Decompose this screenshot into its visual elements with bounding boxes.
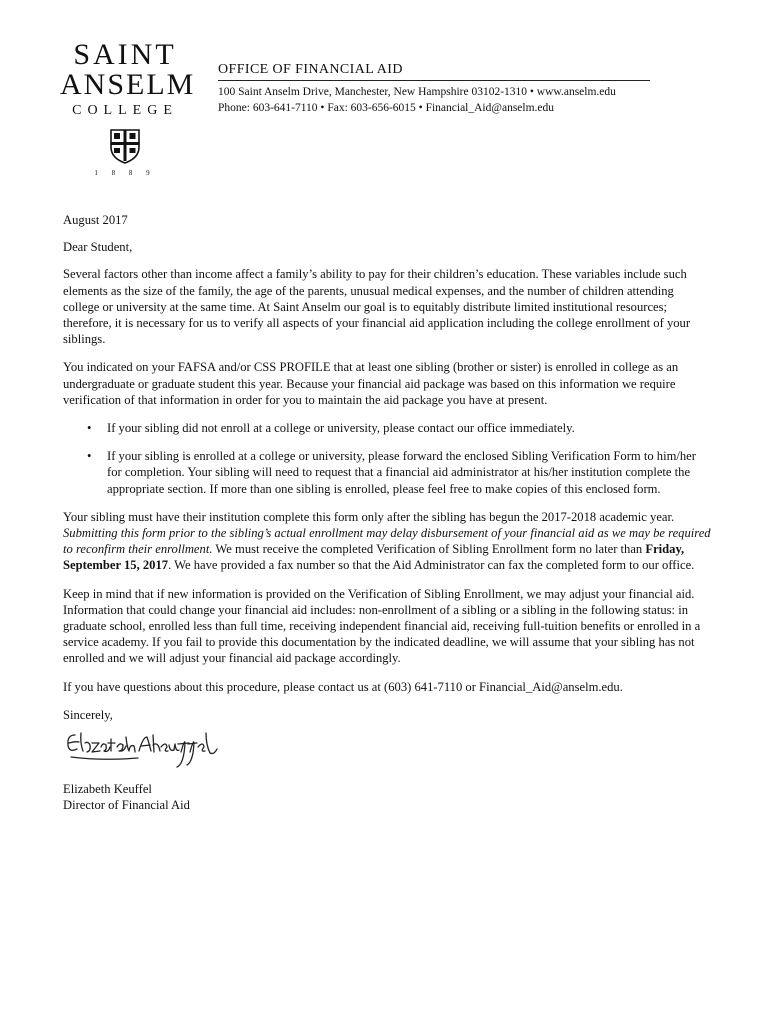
- logo-line-anselm: ANSELM: [60, 68, 196, 101]
- paragraph-fafsa: You indicated on your FAFSA and/or CSS PROFILE that at least one sibling (brother or sister) is enrolled in college as an undergraduate or graduate student this year. Because your financial aid package was based on this information we require verification of that information in order for you to maintain the aid package you have at present.: [63, 360, 679, 407]
- paragraph-adjustments: Keep in mind that if new information is provided on the Verification of Sibling Enrollment, we may adjust your financial aid. Information that could change your financial aid includes: non-enrollment of a sibling or a sibling in the following status: in graduate school, enrolled less than full time, receiving independent financial aid, receiving full-tuition benefits or enrolled in a service academy. If you fail to provide this documentation by the indicated deadline, we will assume that your sibling has not enrolled and we will adjust your financial aid package accordingly.: [63, 586, 701, 666]
- logo-line-saint: SAINT: [73, 38, 177, 71]
- bullet-list: [63, 420, 713, 497]
- paragraph-questions: If you have questions about this procedure, please contact us at (603) 641-7110 or Financial_Aid@anselm.edu.: [63, 679, 623, 694]
- office-contact: Phone: 603-641-7110 • Fax: 603-656-6015 • Financial_Aid@anselm.edu: [218, 102, 555, 114]
- handwritten-signature: [63, 725, 223, 773]
- signer-title: Director of Financial Aid: [63, 798, 190, 813]
- list-item: [63, 420, 713, 436]
- bullet-text: If your sibling did not enroll at a college or university, please contact our office immediately.: [107, 421, 575, 436]
- college-crest-icon: [108, 127, 142, 165]
- office-address: 100 Saint Anselm Drive, Manchester, New Hampshire 03102-1310 • www.anselm.edu: [218, 86, 616, 98]
- signer-name: Elizabeth Keuffel: [63, 782, 152, 797]
- deadline-text-b: We must receive the completed Verification of Sibling Enrollment form no later than: [212, 542, 646, 557]
- deadline-text-c: . We have provided a fax number so that the Aid Administrator can fax the completed form to our office.: [168, 558, 695, 573]
- office-title: OFFICE OF FINANCIAL AID: [218, 62, 650, 81]
- deadline-date: Friday, September 15, 2017: [63, 542, 685, 573]
- paragraph-deadline: [63, 509, 713, 574]
- logo-line-college: COLLEGE: [72, 103, 178, 118]
- deadline-text-a: Your sibling must have their institution complete this form only after the sibling has begun the 2017-2018 academic year.: [63, 509, 675, 524]
- paragraph-factors: Several factors other than income affect a family’s ability to pay for their children’s education. These variables include such elements as the size of the family, the age of the parents, unusual medical expenses, and the number of children attending college or university at the same time. At Saint Anselm our goal is to equitably distribute limited institutional resources; therefore, it is necessary for us to verify all aspects of your financial aid application including the college enrollment of your siblings.: [63, 267, 691, 347]
- list-item: [63, 448, 713, 497]
- bullet-text: If your sibling is enrolled at a college or university, please forward the enclosed Sibling Verification Form to him/her for completion. Your sibling will need to request that a financial aid administrator at his/her institution complete the appropriate section. If more than one sibling is enrolled, please feel free to make copies of this enclosed form.: [107, 449, 696, 496]
- closing: Sincerely,: [63, 707, 113, 722]
- bullet-marker: •: [87, 421, 92, 436]
- letter-date: August 2017: [63, 213, 128, 227]
- letter-body: [63, 212, 713, 813]
- college-logo: [60, 38, 196, 177]
- logo-year: 1 8 8 9: [94, 169, 156, 177]
- deadline-italic: Submitting this form prior to the sibling’s actual enrollment may delay disbursement of your financial aid as we may be required to reconfirm their enrollment.: [63, 526, 711, 557]
- letterhead: [218, 62, 650, 116]
- bullet-marker: •: [87, 449, 92, 464]
- salutation: Dear Student,: [63, 240, 133, 255]
